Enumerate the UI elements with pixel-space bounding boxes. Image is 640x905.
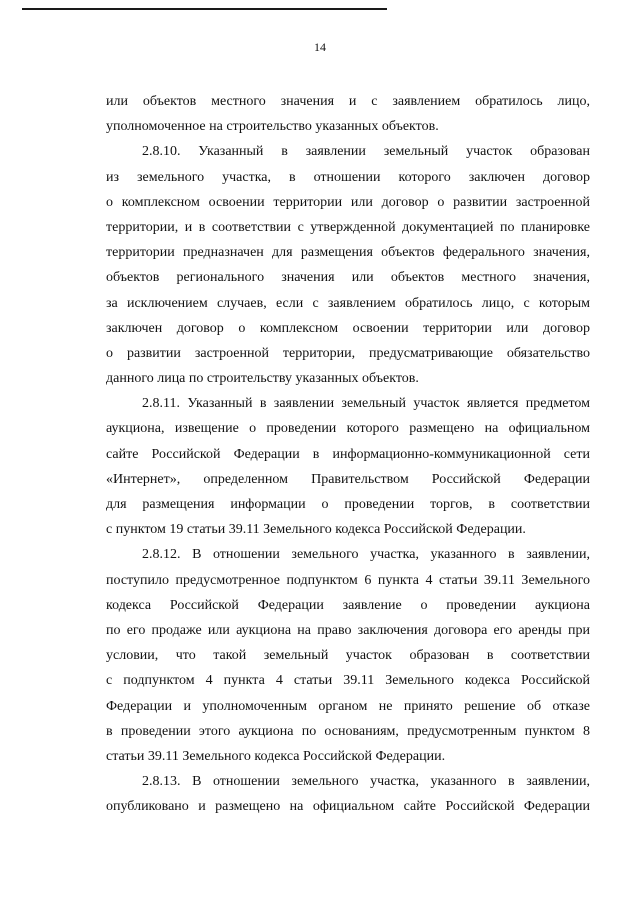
top-rule	[22, 8, 387, 10]
text-line: Федерации и уполномоченным органом не принято решение об отказе	[106, 698, 590, 714]
text-line: 2.8.13. В отношении земельного участка, указанного в заявлении,	[142, 774, 590, 790]
text-line: заключен договор о комплексном освоении территории или договор	[106, 320, 590, 336]
text-line: или объектов местного значения и с заявлением обратилось лицо,	[106, 94, 590, 109]
text-line: статьи 39.11 Земельного кодекса Российской Федерации.	[106, 748, 446, 764]
page-number: 14	[314, 40, 326, 54]
text-line: 2.8.11. Указанный в заявлении земельный участок является предметом	[142, 396, 590, 412]
text-line: о комплексном освоении территории или договор о развитии застроенной	[106, 194, 590, 210]
text-line: «Интернет», определенном Правительством Российской Федерации	[106, 471, 590, 487]
text-line: для размещения информации о проведении торгов, в соответствии	[106, 497, 590, 512]
text-line: с подпунктом 4 пункта 4 статьи 39.11 Земельного кодекса Российской	[106, 673, 590, 689]
text-line: аукциона, извещение о проведении которого размещено на официальном	[106, 421, 590, 437]
text-line: поступило предусмотренное подпунктом 6 пункта 4 статьи 39.11 Земельного	[106, 572, 590, 588]
paragraph	[106, 769, 590, 819]
text-line: территории предназначен для размещения объектов федерального значения,	[106, 245, 590, 261]
text-line: территории, и в соответствии с утвержденной документацией по планировке	[106, 219, 590, 235]
text-line: 2.8.10. Указанный в заявлении земельный участок образован	[142, 144, 590, 160]
text-line: уполномоченное на строительство указанных объектов.	[106, 119, 439, 135]
text-line: с пунктом 19 статьи 39.11 Земельного кодекса Российской Федерации.	[106, 522, 526, 538]
text-line: в проведении этого аукциона по основаниям, предусмотренным пунктом 8	[106, 723, 590, 739]
text-line: по его продаже или аукциона на право заключения договора его аренды при	[106, 622, 590, 638]
paragraph	[106, 89, 590, 139]
text-line: из земельного участка, в отношении которого заключен договор	[106, 169, 590, 185]
paragraph	[106, 139, 590, 391]
text-line: сайте Российской Федерации в информационно-коммуникационной сети	[106, 446, 590, 462]
text-line: условии, что такой земельный участок образован в соответствии	[106, 648, 590, 664]
document-body	[106, 89, 590, 819]
text-line: за исключением случаев, если с заявлением обратилось лицо, с которым	[106, 295, 590, 311]
paragraph	[106, 391, 590, 542]
text-line: кодекса Российской Федерации заявление о проведении аукциона	[106, 597, 590, 613]
paragraph	[106, 542, 590, 769]
text-line: о развитии застроенной территории, предусматривающие обязательство	[106, 345, 590, 361]
text-line: опубликовано и размещено на официальном сайте Российской Федерации	[106, 799, 590, 815]
text-line: объектов регионального значения или объектов местного значения,	[106, 270, 590, 286]
text-line: 2.8.12. В отношении земельного участка, указанного в заявлении,	[142, 547, 590, 563]
text-line: данного лица по строительству указанных объектов.	[106, 371, 419, 387]
